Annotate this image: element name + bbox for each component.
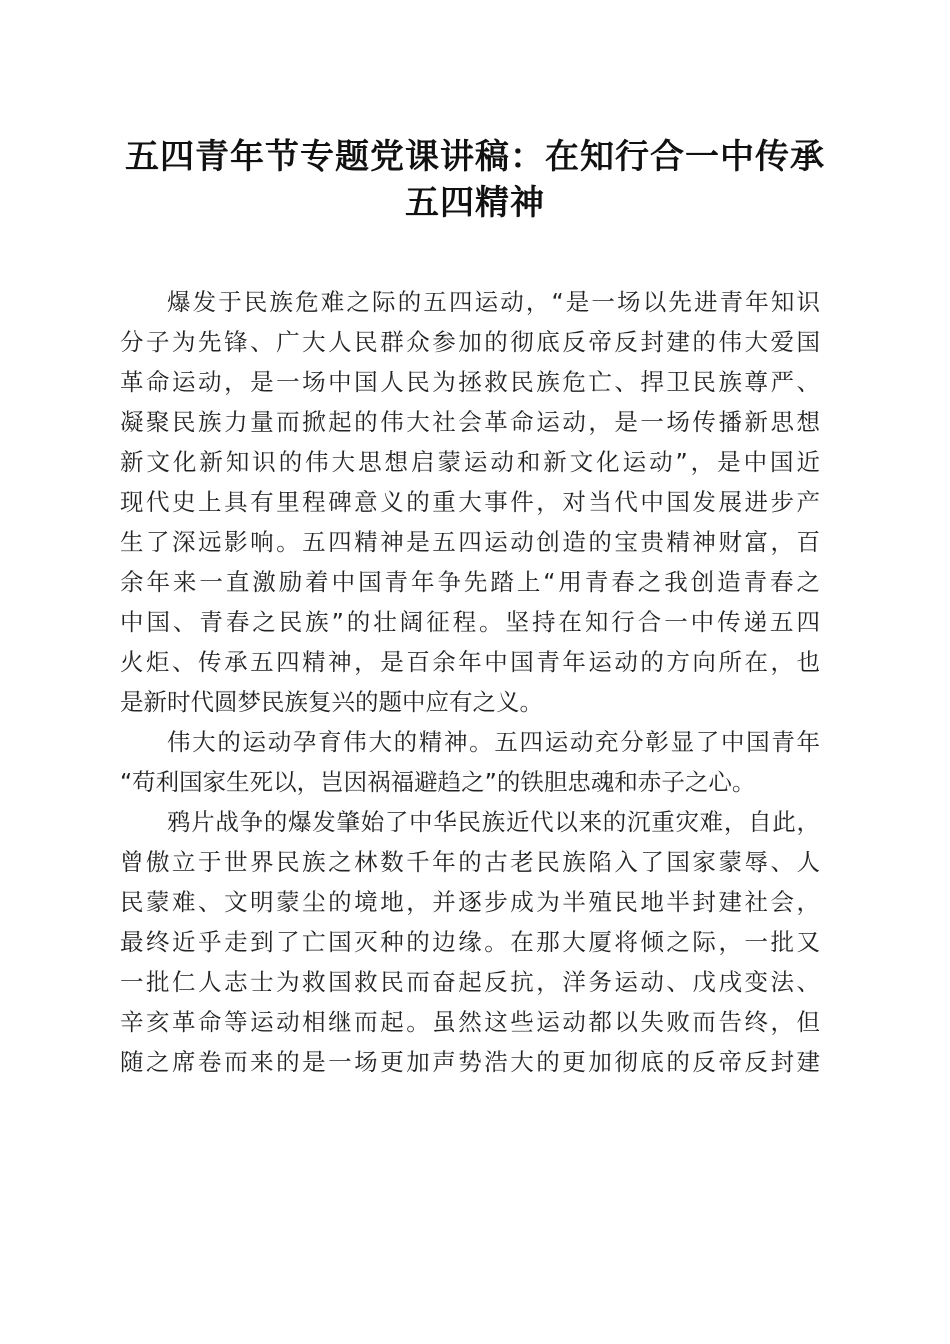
text-line: 火炬、传承五四精神，是百余年中国青年运动的方向所在，也 <box>120 648 820 676</box>
text-line: 分子为先锋、广大人民群众参加的彻底反帝反封建的伟大爱国 <box>120 328 820 356</box>
text-line: 一批仁人志士为救国救民而奋起反抗，洋务运动、戊戌变法、 <box>120 968 820 996</box>
text-line: 余年来一直激励着中国青年争先踏上“用青春之我创造青春之 <box>120 568 820 596</box>
document-title <box>100 134 850 226</box>
text-line: 中国、青春之民族”的壮阔征程。坚持在知行合一中传递五四 <box>120 608 820 636</box>
text-line: 生了深远影响。五四精神是五四运动创造的宝贵精神财富，百 <box>120 528 820 556</box>
text-line: 新文化新知识的伟大思想启蒙运动和新文化运动”，是中国近 <box>120 448 820 476</box>
text-line: 曾傲立于世界民族之林数千年的古老民族陷入了国家蒙辱、人 <box>120 848 820 876</box>
text-line: 凝聚民族力量而掀起的伟大社会革命运动，是一场传播新思想 <box>120 408 820 436</box>
text-line: 随之席卷而来的是一场更加声势浩大的更加彻底的反帝反封建 <box>120 1048 820 1076</box>
text-line: 鸦片战争的爆发肇始了中华民族近代以来的沉重灾难，自此， <box>167 808 820 836</box>
text-line: 革命运动，是一场中国人民为拯救民族危亡、捍卫民族尊严、 <box>120 368 820 396</box>
text-line: 伟大的运动孕育伟大的精神。五四运动充分彰显了中国青年 <box>167 728 820 756</box>
text-line: 爆发于民族危难之际的五四运动，“是一场以先进青年知识 <box>167 288 820 316</box>
text-line: 现代史上具有里程碑意义的重大事件，对当代中国发展进步产 <box>120 488 820 516</box>
title-line: 五四精神 <box>405 183 545 223</box>
document-body <box>120 282 820 1082</box>
text-line: 最终近乎走到了亡国灭种的边缘。在那大厦将倾之际，一批又 <box>120 928 820 956</box>
title-line: 五四青年节专题党课讲稿：在知行合一中传承 <box>125 137 825 177</box>
text-line: 辛亥革命等运动相继而起。虽然这些运动都以失败而告终，但 <box>120 1008 820 1036</box>
text-line: 是新时代圆梦民族复兴的题中应有之义。 <box>120 688 543 716</box>
text-line: 民蒙难、文明蒙尘的境地，并逐步成为半殖民地半封建社会， <box>120 888 820 916</box>
text-line: “苟利国家生死以，岂因祸福避趋之”的铁胆忠魂和赤子之心。 <box>120 768 756 796</box>
